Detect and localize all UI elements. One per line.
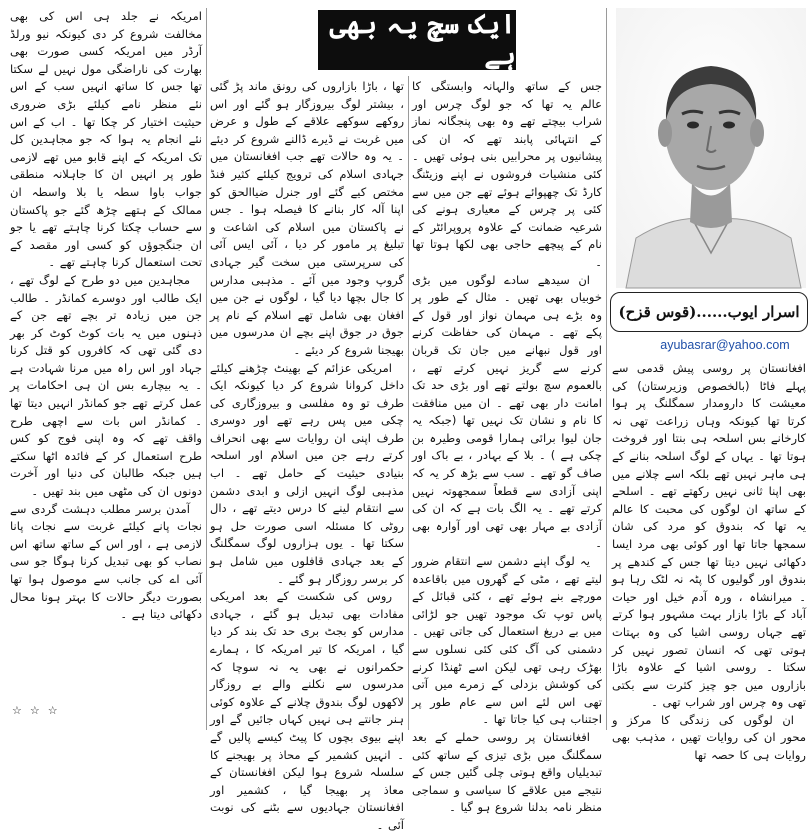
paragraph: امریکی عزائم کے بھینٹ چڑھنے کیلئے داخل کروانا شروع کر دیا کیونکہ ایک طرف تو وہ مفلسی و بیروزگاری کی چکی میں پس رہے تھے اور دوسری طرف اپنی ان روایات سے بھی انحراف کرتے رہے جن میں اسلام اور اسلحہ بنیادی حیثیت کے حامل تھے ۔ اب مذہبی لوگ انہیں ازلی و ابدی دشمن سے انتقام لینے کا درس دیتے تھے ، دال روٹی کا مسئلہ اسی صورت حل ہو سکتا تھا ۔ یوں ہزاروں لوگ سمگلنگ کے بعد جہادی قافلوں میں شامل ہو کر برسر روزگار ہو گئے ۔ (210, 360, 404, 586)
paragraph: آمدن برسر مطلب دہشت گردی سے نجات پانے کیلئے غربت سے نجات پانا لازمی ہے ، اور اس کے ساتھ ساتھ اس نصاب کو بھی تبدیل کرنا ہوگا جو سی آئی اے کی جانب سے موصول ہوا تھا بصورت دیگر حالات کا بہتر ہونا محال دکھائی دیتا ہے ۔ (10, 501, 202, 622)
author-byline-text: اسرار ایوب......(قوس قزح) (618, 303, 800, 321)
author-byline (610, 292, 808, 332)
paragraph: یہ لوگ اپنے دشمن سے انتقام ضرور لیتے تھے ، مٹی کے گھروں میں باقاعدہ مورچے بنے ہوئے تھے ، کئی قبائل کے پاس توپ تک موجود تھیں جو لڑائی میں بے دریغ استعمال کی جاتی تھیں ۔ دشمنی کی آگ کئی کئی نسلوں سے بھڑک رہی تھی لیکن اسے ٹھنڈا کرنے کی کوشش بزدلی کے زمرے میں آتی تھی اس لئے اس سے عام طور پر اجتناب ہی کیا جاتا تھا ۔ (412, 554, 602, 727)
paragraph: جس کے ساتھ والہانہ وابستگی کا عالم یہ تھا کہ جو لوگ چرس اور شراب بیچتے تھے وہ بھی پنجگانہ نماز کے انتہائی پابند تھے کہ ان کی پیشانیوں پر محرابیں بنی ہوئی تھیں ۔ کئی منشیات فروشوں نے اپنے وزیٹنگ کارڈ تک چھپوائے ہوئے تھے جن میں سے کئی پر چرس کے معیاری ہونے کی شرعیہ ضمانت کے علاوہ پروپرائٹر کے نام کے پیچھے حاجی بھی لکھا ہوتا تھا ۔ (412, 79, 602, 269)
article-column-3 (412, 78, 602, 815)
article-column-4 (612, 360, 806, 763)
paragraph: تھا ، باڑا بازاروں کی رونق ماند پڑ گئی ، بیشتر لوگ بیروزگار ہو گئے اور اس روکھے سوکھے علاقے کے طول و عرض میں غربت نے ڈیرے ڈالنے شروع کر دیئے ۔ یہ وہ حالات تھے جب افغانستان میں جہادی اسلام کی ترویج کیلئے کثیر فنڈ مختص کیے گئے اور جنرل ضیاالحق کو اپنا آلہ کار بنانے کا فیصلہ ہوا ۔ جس نے پاکستان میں اسلام کی اشاعت و تبلیغ پر مامور کر دیا ، آئی ایس آئی کی سرپرستی میں سخت گیر جہادی گروپ وجود میں آئے ۔ مذہبی مدارس کا جال بچھا دیا گیا ، لوگوں نے جن میں افغان بھی شامل تھے اسلام کے نام پر جوق در جوق اپنے بچے ان مدرسوں میں بھیجنا شروع کر دیئے ۔ (210, 79, 404, 357)
author-portrait-image (616, 8, 806, 288)
column-divider (606, 8, 607, 730)
end-ornament-stars: ☆☆☆ (12, 704, 66, 717)
paragraph: ان لوگوں کی زندگی کا مرکز و محور ان کی روایات تھیں ، مذہب بھی روایات ہی کا حصہ تھا (612, 712, 806, 763)
paragraph: افغانستان پر روسی پیش قدمی سے پہلے فاٹا (بالخصوص وزیرستان) کی معیشت کا دارومدار سمگلنگ پر ہوا کرتا تھا کیونکہ وہاں زراعت تھی نہ کارخانے بس اسلحہ ہی بنتا اور فروخت ہوتا تھا ۔ یہاں کے لوگ اسلحہ بنانے کے ہی ماہر نہیں تھے بلکہ اسے چلانے میں بھی اپنا ثانی نہیں رکھتے تھے ۔ اسلحے کے ساتھ ان لوگوں کی محبت کا عالم یہ تھا کہ بندوق کو مرد کی شان سمجھا جاتا تھا اور کوئی بھی مرد ایسا دکھائی نہیں دیتا تھا جس کے کندھے پر بندوق اور گولیوں کا پٹہ نہ لٹک رہا ہو ۔ میرانشاہ ، ورہ آدم خیل اور حیات آباد کے باڑا بازار بہت مشہور ہوا کرتے تھے جہاں روسی اشیا کی وہ بہتات ہوتی تھی کہ انسان تصور نہیں کر سکتا ۔ روسی اشیا کے علاوہ باڑا بازاروں میں جو چیز کثرت سے بکتی تھی وہ چرس اور شراب تھی ۔ (612, 361, 806, 710)
article-column-2 (210, 78, 404, 832)
headline-banner (318, 10, 516, 70)
paragraph: افغانستان پر روسی حملے کے بعد سمگلنگ میں بڑی تیزی کے ساتھ کئی تبدیلیاں واقع ہوتی چلی گئیں جس کے نتیجے میں علاقے کا سیاسی و سماجی منظر نامہ بدلنا شروع ہو گیا ۔ (412, 729, 602, 815)
paragraph: ان سیدھے سادے لوگوں میں بڑی خوبیاں بھی تھیں ۔ مثال کے طور پر وہ بڑے ہی مہمان نواز اور قول کے پکے تھے ۔ مہمان کی حفاظت کرنے اور قول نبھانے میں جان تک قربان کرنے سے گریز نہیں کرتے تھے ، بالعموم سچ بولتے تھے اور بڑی حد تک امانت دار بھی تھے ۔ ان میں منافقت کا نام و نشان تک نہیں تھا (جبکہ یہ جان لیوا برائی ہمارا قومی وطیرہ بن چکی ہے ) ۔ بلا کے بہادر ، بے باک اور صاف گو تھے ۔ سب سے بڑھ کر یہ کہ اپنی آزادی سے قطعاً سمجھوتہ نہیں کرتے تھے ۔ یہ الگ بات ہے کہ ان کی آزادی بے مہار بھی تھی اور آوارہ بھی ۔ (412, 272, 602, 551)
article-column-1 (10, 8, 202, 700)
paragraph: روس کی شکست کے بعد امریکی مفادات بھی تبدیل ہو گئے ، جہادی مدارس کو بجٹ بری حد تک بند کر دیا گیا ، امریکہ کا تیر امریکہ کا ، ہمارے حکمرانوں نے بھی یہ نہ سوچا کہ مدرسوں سے نکلنے والے بے روزگار لاکھوں لوگ بندوق چلانے کے علاوہ کوئی ہنر جانتے ہی نہیں کہاں جائیں گے اور اپنے بیوی بچوں کا پیٹ کیسے پالیں گے ۔ انہیں کشمیر کے محاذ پر بھیجنے کا سلسلہ شروع ہوا لیکن افغانستان کے معاذ پر بھیجا گیا ، کشمیر اور افغانستان جہادیوں سے بٹنے کی نوبت آئی ۔ (210, 589, 404, 832)
headline: ایک سچ یہ بھی ہے (329, 9, 516, 71)
author-email[interactable]: ayubasrar@yahoo.com (660, 338, 790, 352)
column-divider (408, 76, 409, 730)
paragraph: امریکہ نے جلد ہی اس کی بھی مخالفت شروع کر دی کیونکہ نیو ورلڈ آرڈر میں امریکہ کسی صورت بھی بھارت کی ناراضگی مول نہیں لے سکتا تھا جس کا ساتھ انہیں سب کے اس نئے منظر نامے کیلئے بڑی ضروری حیثیت اختیار کر چکا تھا ۔ اب کے اس نئے انجام یہ ہوا کہ جو مجاہدین کل تک امریکہ کے اپنے قابو میں تھے لازمی طور پر انہیں ان کا جاہلانہ منطقی جواب باوا سطہ یا بلا واسطہ ان ممالک کے ہتھے چڑھ گئے جو پاکستان سے حساب چکتا کرنا چاہتے تھے یا جو ان جنگجوؤں کو کسی اور مقصد کے تحت استعمال کرنا چاہتے تھے ۔ (10, 9, 202, 270)
column-divider (206, 8, 207, 730)
paragraph: مجاہدین میں دو طرح کے لوگ تھے ، ایک طالب اور دوسرے کمانڈر ۔ طالب جن میں زیادہ تر بچے تھے جن کے ذہنوں میں یہ بات کوٹ کوٹ کر بھر دی گئی تھی کہ کافروں کو قتل کرنا جہاد اور اس راہ میں مرنا شہادت ہے ۔ یہ بیچارے بس ان ہی احکامات پر عمل کرتے تھے جو کمانڈر انہیں دیتا تھا ۔ کمانڈر اس بات سے اچھی طرح واقف تھے کہ وہ اپنی فوج کو کس طرح استعمال کر کے فائدہ اٹھا سکتے ہیں جبکہ طالبان کی دنیا اور آخرت دونوں ان کی مٹھی میں بند تھیں ۔ (10, 272, 202, 499)
author-photo (616, 8, 806, 288)
